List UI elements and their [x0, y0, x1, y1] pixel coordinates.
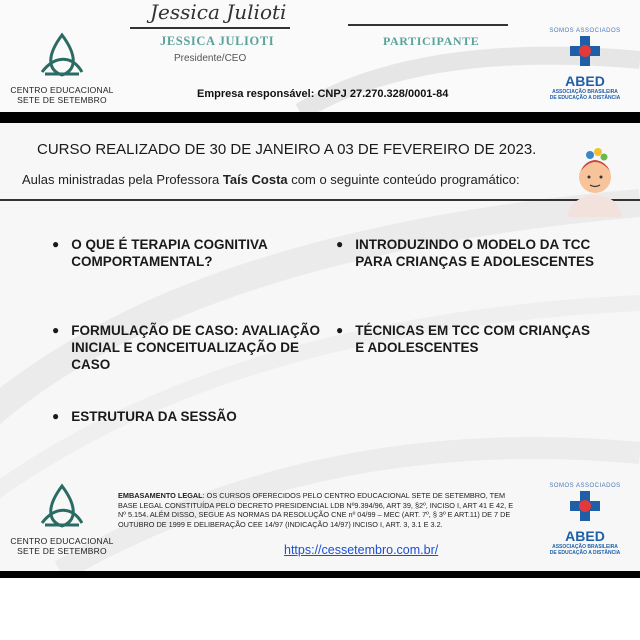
triquetra-icon: [37, 481, 87, 531]
bullet-icon: ●: [336, 237, 344, 251]
bullet-icon: ●: [52, 323, 60, 337]
signer-role: Presidente/CEO: [174, 53, 247, 64]
divider: [0, 199, 640, 201]
course-teacher-line: Aulas ministradas pela Professora Taís Costa com o seguinte conteúdo programático:: [22, 172, 520, 187]
teacher-name: Taís Costa: [222, 172, 288, 187]
bullet-icon: ●: [52, 409, 60, 423]
topic-item: ● ESTRUTURA DA SESSÃO: [52, 409, 237, 424]
blank-page-panel: [0, 578, 640, 640]
participant-label: PARTICIPANTE: [383, 34, 480, 48]
certificate-content-panel: [0, 123, 640, 571]
participant-line: [348, 24, 508, 26]
abed-emblem-icon: [568, 489, 602, 523]
bullet-icon: ●: [336, 323, 344, 337]
certificate-header-panel: [0, 0, 640, 112]
abed-emblem-icon: [568, 34, 602, 68]
bullet-icon: ●: [52, 237, 60, 251]
signer-name: JESSICA JULIOTI: [160, 34, 275, 48]
abed-logo: SOMOS ASSOCIADOS ABED ASSOCIAÇÃO BRASILEIRA DE EDUCAÇÃO A DISTÂNCIA: [549, 483, 621, 556]
topic-item: ● FORMULAÇÃO DE CASO: AVALIAÇÃO INICIAL E CONCEITUALIZAÇÃO DE CASO: [52, 323, 320, 372]
topic-item: ● INTRODUZINDO O MODELO DA TCC PARA CRIANÇAS E ADOLESCENTES: [336, 237, 595, 269]
signature-line: [130, 27, 290, 29]
signature: Jessica Julioti: [150, 0, 287, 24]
abed-logo: SOMOS ASSOCIADOS ABED ASSOCIAÇÃO BRASILEIRA DE EDUCAÇÃO A DISTÂNCIA: [549, 28, 621, 101]
company-id: Empresa responsável: CNPJ 27.270.328/0001-84: [197, 88, 449, 100]
topic-item: ● O QUE É TERAPIA COGNITIVA COMPORTAMENTAL?: [52, 237, 268, 269]
legal-basis: EMBASAMENTO LEGAL: OS CURSOS OFERECIDOS PELO CENTRO EDUCACIONAL SETE DE SETEMBRO, TEM BASE LEGAL CONSTITUÍDA PELO DECRETO PRESIDENCIAL LDB Nº9.394/96, ART 39, §2º, INCISO I, ART 41 E 42, E Nº 5.154. ALÉM DISSO, SEGUE AS NORMAS DA RESOLUÇÃO CNE nº 04/99 – MEC (ART. 7º, § 3º E ART.11) DE 7 DE OUTUBRO DE 1999 E DELIBERAÇÃO CEE 14/97 (INDICAÇÃO 14/97) INCISO I, ART. 3, 3.1 E 3.2.: [118, 491, 514, 529]
triquetra-icon: [37, 30, 87, 80]
thinking-child-illustration: [560, 145, 630, 217]
school-logo: CENTRO EDUCACIONAL SETE DE SETEMBRO: [10, 30, 114, 105]
course-dates: CURSO REALIZADO DE 30 DE JANEIRO A 03 DE FEVEREIRO DE 2023.: [37, 141, 537, 158]
topic-item: ● TÉCNICAS EM TCC COM CRIANÇAS E ADOLESCENTES: [336, 323, 590, 355]
website-link[interactable]: https://cessetembro.com.br/: [284, 543, 439, 557]
school-logo: CENTRO EDUCACIONAL SETE DE SETEMBRO: [10, 481, 114, 556]
